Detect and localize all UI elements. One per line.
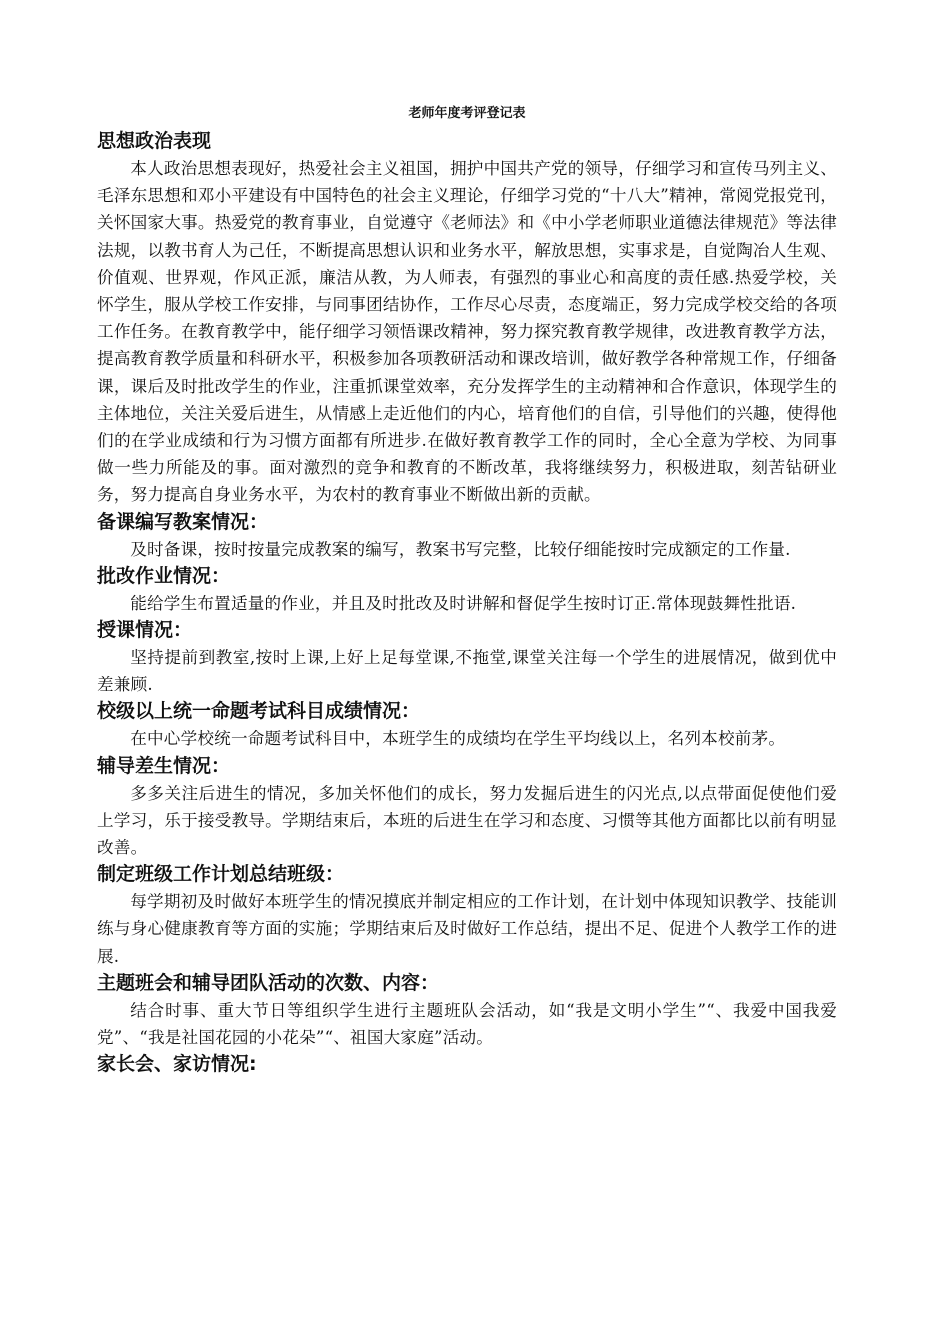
section-class-meetings xyxy=(97,970,837,1051)
section-body: 及时备课，按时按量完成教案的编写，教案书写完整，比较仔细能按时完成额定的工作量. xyxy=(130,539,791,559)
section-political-performance xyxy=(97,128,837,509)
section-heading: 家长会、家访情况: xyxy=(97,1053,257,1076)
section-heading: 辅导差生情况： xyxy=(97,754,231,777)
section-heading: 批改作业情况： xyxy=(97,564,231,587)
document-title: 老师年度考评登记表 xyxy=(408,106,526,121)
section-tutoring-struggling-students xyxy=(97,753,837,862)
section-class-work-plan xyxy=(97,861,837,970)
section-body: 多多关注后进生的情况，多加关怀他们的成长，努力发掘后进生的闪光点,以点带面促使他们爱上学习，乐于接受教导。学期结束后，本班的后进生在学习和态度、习惯等其他方面都比以前有明显改善。 xyxy=(97,783,837,858)
section-parent-meetings xyxy=(97,1051,837,1078)
section-heading: 备课编写教案情况： xyxy=(97,510,269,533)
section-heading: 校级以上统一命题考试科目成绩情况： xyxy=(97,700,421,723)
section-exam-results xyxy=(97,698,837,752)
section-body: 坚持提前到教室,按时上课,上好上足每堂课,不拖堂,课堂关注每一个学生的进展情况，做到优中差兼顾. xyxy=(97,648,837,695)
document-page xyxy=(97,100,837,1078)
section-body: 能给学生布置适量的作业，并且及时批改及时讲解和督促学生按时订正.常体现鼓舞性批语. xyxy=(130,593,797,613)
section-homework-grading xyxy=(97,563,837,617)
section-body: 每学期初及时做好本班学生的情况摸底并制定相应的工作计划，在计划中体现知识教学、技能训练与身心健康教育等方面的实施；学期结束后及时做好工作总结，提出不足、促进个人教学工作的进展. xyxy=(97,892,837,966)
section-heading: 思想政治表现 xyxy=(97,130,212,152)
section-heading: 授课情况： xyxy=(97,619,193,642)
section-lesson-preparation xyxy=(97,509,837,563)
section-body: 结合时事、重大节日等组织学生进行主题班队会活动，如“我是文明小学生”“、我爱中国我爱党”、“我是社国花园的小花朵”“、祖国大家庭”活动。 xyxy=(97,1000,837,1048)
section-heading: 主题班会和辅导团队活动的次数、内容： xyxy=(97,971,440,994)
section-body: 在中心学校统一命题考试科目中，本班学生的成绩均在学生平均线以上，名列本校前茅。 xyxy=(130,729,786,749)
section-body: 本人政治思想表现好，热爱社会主义祖国，拥护中国共产党的领导，仔细学习和宣传马列主义、毛泽东思想和邓小平建设有中国特色的社会主义理论，仔细学习党的“十八大”精神，常阅党报党刊，关怀国家大事。热爱党的教育事业，自觉遵守《老师法》和《中小学老师职业道德法律规范》等法律法规，以教书育人为己任，不断提高思想认识和业务水平，解放思想，实事求是，自觉陶冶人生观、价值观、世界观，作风正派，廉洁从教，为人师表，有强烈的事业心和高度的责任感.热爱学校，关怀学生，服从学校工作安排，与同事团结协作，工作尽心尽责，态度端正，努力完成学校交给的各项工作任务。在教育教学中，能仔细学习领悟课改精神，努力探究教育教学规律，改进教育教学方法，提高教育教学质量和科研水平，积极参加各项教研活动和课改培训，做好教学各种常规工作，仔细备课，课后及时批改学生的作业，注重抓课堂效率，充分发挥学生的主动精神和合作意识，体现学生的主体地位，关注关爱后进生，从情感上走近他们的内心，培育他们的自信，引导他们的兴趣，使得他们的在学业成绩和行为习惯方面都有所进步.在做好教育教学工作的同时，全心全意为学校、为同事做一些力所能及的事。面对激烈的竞争和教育的不断改革，我将继续努力，积极进取，刻苦钻研业务，努力提高自身业务水平，为农村的教育事业不断做出新的贡献。 xyxy=(97,159,837,505)
section-heading: 制定班级工作计划总结班级： xyxy=(97,863,345,886)
section-teaching xyxy=(97,617,837,698)
